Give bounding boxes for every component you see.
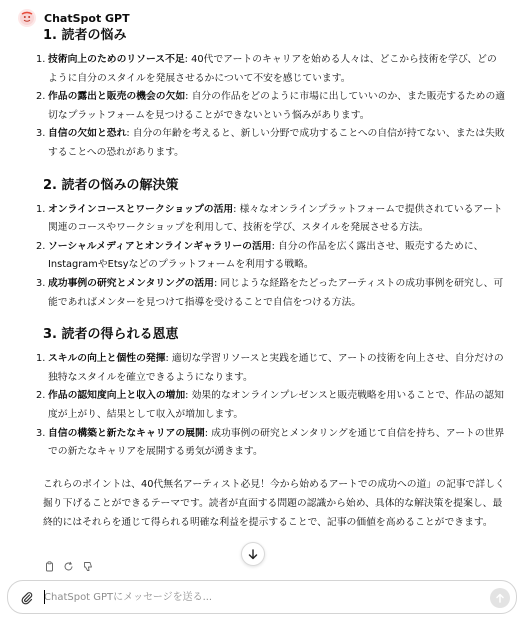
send-button[interactable] xyxy=(490,588,510,608)
list-item xyxy=(36,425,506,462)
section-concerns xyxy=(36,26,506,163)
item-text: : 適切な学習リソースと実践を通じて、アートの技術を向上させ、自分だけの独特なスタイルを確立できるようになります。 xyxy=(48,353,504,383)
item-text: : 自分の年齢を考えると、新しい分野で成功することへの自信が持てない、または失敗することへの恐れがあります。 xyxy=(48,128,505,158)
message-composer xyxy=(7,580,517,614)
item-text: : 自分の作品を広く露出させ、販売するために、InstagramやEtsyなどのプラットフォームを利用する戦略。 xyxy=(48,240,484,271)
item-heading: 作品の認知度向上と収入の増加 xyxy=(48,390,186,402)
scroll-down-button[interactable] xyxy=(241,542,265,566)
chat-header xyxy=(18,8,130,28)
paperclip-icon[interactable] xyxy=(20,590,34,604)
text-caret xyxy=(44,590,45,604)
item-text: : 40代でアートのキャリアを始める人々は、どこから技術を学び、どのように自分のスタイルを発展させるかについて不安を感じています。 xyxy=(48,54,497,84)
app-name: ChatSpot GPT xyxy=(44,11,130,25)
numbered-list xyxy=(36,350,506,462)
item-text: : 効果的なオンラインプレゼンスと販売戦略を用いることで、作品の認知度が上がり、結果として収入が増加します。 xyxy=(48,390,504,420)
item-heading: ソーシャルメディアとオンラインギャラリーの活用 xyxy=(48,240,272,252)
regenerate-icon[interactable] xyxy=(63,561,74,572)
list-item xyxy=(36,125,506,162)
item-heading: 自信の欠如と恐れ xyxy=(48,128,127,140)
avatar-icon xyxy=(18,9,36,27)
item-heading: 技術向上のためのリソース不足 xyxy=(48,54,185,65)
item-heading: 自信の構築と新たなキャリアの展開 xyxy=(48,427,205,439)
item-text: : 様々なオンラインプラットフォームで提供されているアート関連のコースやワークショップを利用して、技術を学び、スタイルを発展させる方法。 xyxy=(48,203,503,234)
copy-icon[interactable] xyxy=(44,561,55,572)
arrow-down-icon xyxy=(248,549,258,560)
list-number: 2. xyxy=(36,240,46,252)
list-item xyxy=(36,275,506,312)
list-item xyxy=(36,350,506,387)
arrow-up-icon xyxy=(495,593,505,603)
section-benefits xyxy=(36,325,506,462)
thumbs-down-icon[interactable] xyxy=(82,561,93,572)
list-number: 1. xyxy=(36,203,46,215)
list-number: 3. xyxy=(36,277,46,289)
item-heading: 成功事例の研究とメンタリングの活用 xyxy=(48,277,214,289)
item-text: : 成功事例の研究とメンタリングを通じて自信を持ち、アートの世界での新たなキャリアを展開する勇気が湧きます。 xyxy=(48,427,505,458)
list-item xyxy=(36,51,506,88)
list-item xyxy=(36,238,506,275)
list-number: 2. xyxy=(36,91,46,103)
list-item xyxy=(36,387,506,424)
closing-paragraph: これらのポイントは、40代無名アーティスト必見！今から始めるアートでの成功への道」の記事で詳しく掘り下げることができるテーマです。読者が直面する問題の認識から始め、具体的な解決策を提案し、最終的にはそれらを通じて得られる明確な利益を提示することで、記事の価値を高めることができます。 xyxy=(43,478,505,528)
list-item xyxy=(36,88,506,125)
item-heading: 作品の露出と販売の機会の欠如 xyxy=(48,91,186,103)
assistant-message xyxy=(36,26,506,532)
item-heading: スキルの向上と個性の発揮 xyxy=(48,353,166,365)
list-number: 3. xyxy=(36,128,46,140)
item-text: : 自分の作品をどのように市場に出していいのか、また販売するための適切なプラットフォームを見つけることができないという悩みがあります。 xyxy=(48,91,506,121)
section-title: 3. 読者の得られる恩恵 xyxy=(43,327,179,343)
list-number: 3. xyxy=(36,427,46,439)
list-number: 2. xyxy=(36,390,46,402)
list-item xyxy=(36,201,506,238)
numbered-list xyxy=(36,201,506,313)
item-heading: オンラインコースとワークショップの活用 xyxy=(48,203,234,215)
item-text: : 同じような経路をたどったアーティストの成功事例を研究し、可能であればメンターを見つけて指導を受けることで自信をつける方法。 xyxy=(48,277,504,308)
numbered-list xyxy=(36,51,506,163)
section-title: 2. 読者の悩みの解決策 xyxy=(43,177,179,193)
list-number: 1. xyxy=(36,353,46,365)
message-input[interactable] xyxy=(44,589,464,605)
list-number: 1. xyxy=(36,54,46,65)
message-actions xyxy=(44,561,93,572)
section-solutions xyxy=(36,176,506,313)
section-title: 1. 読者の悩み xyxy=(43,28,127,43)
